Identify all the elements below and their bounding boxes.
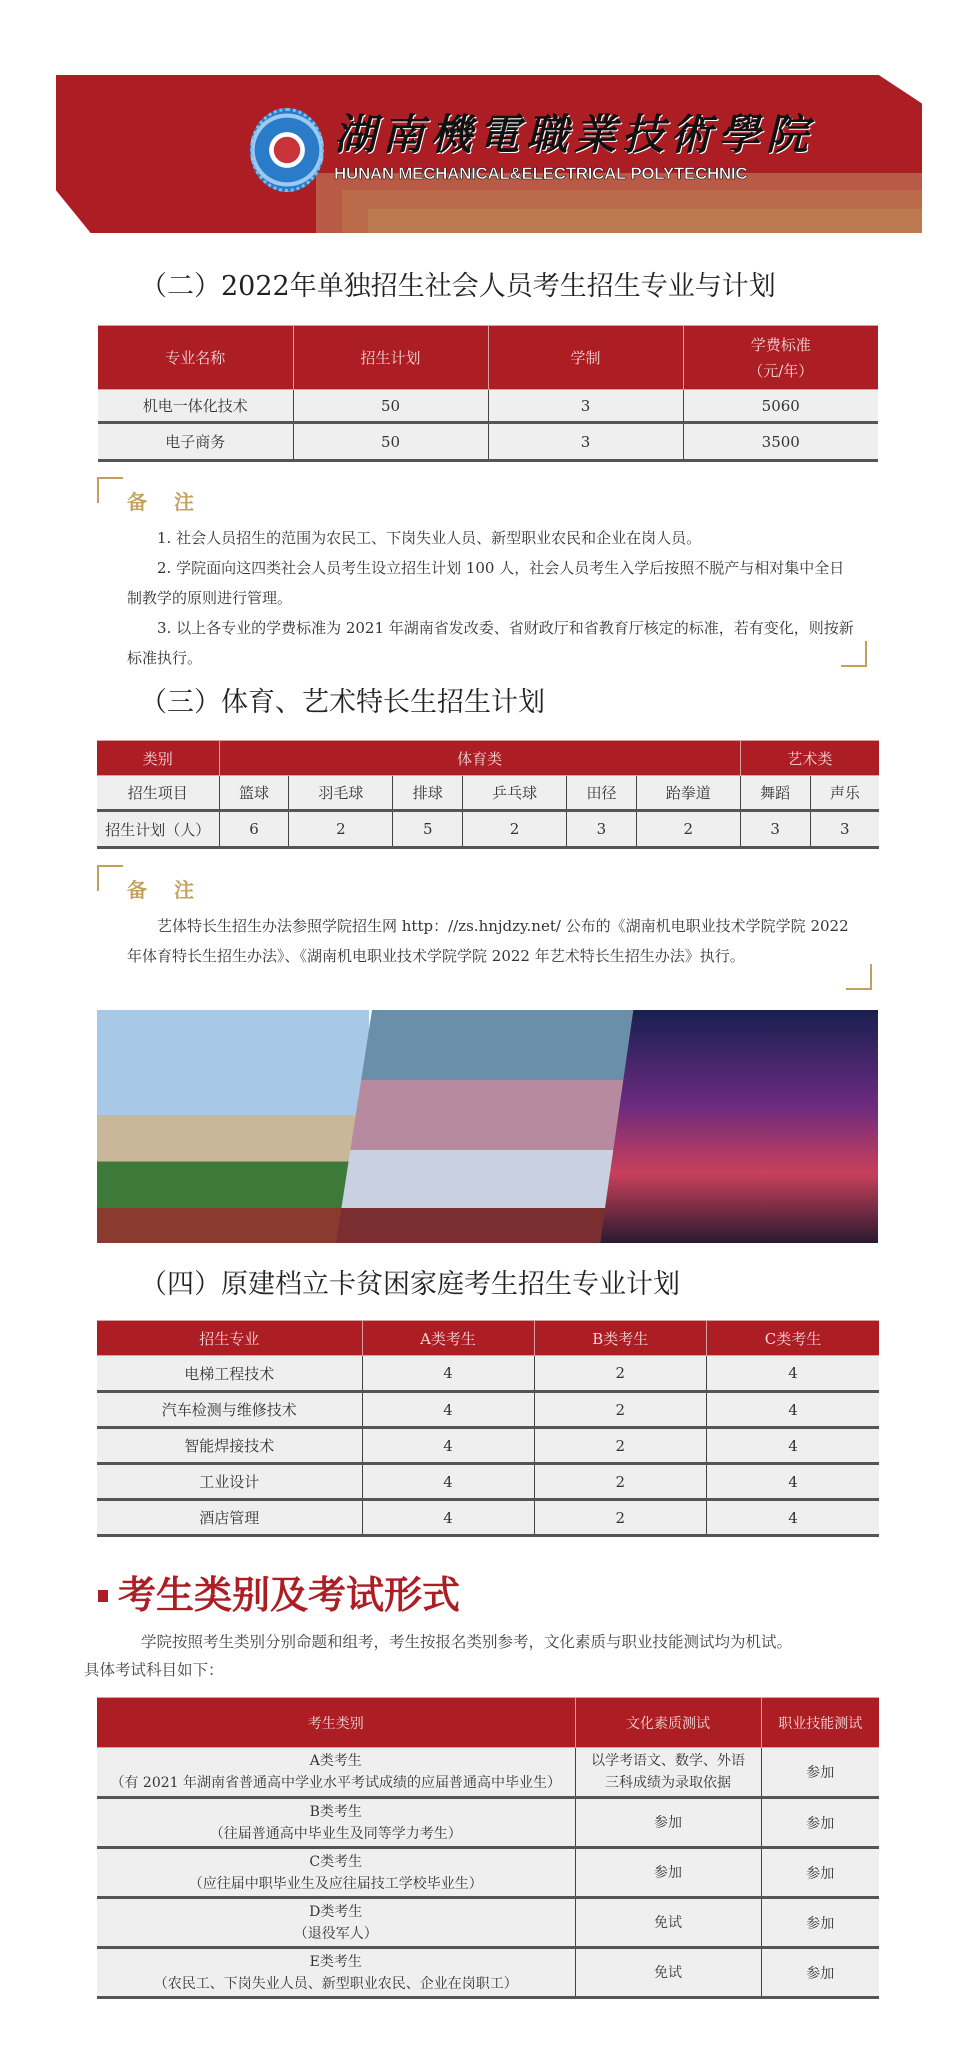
table-cell: 4 xyxy=(707,1428,879,1464)
exam-type: A类考生 xyxy=(309,1753,362,1769)
table-cell: 3 xyxy=(566,811,636,848)
table-cell: 工业设计 xyxy=(97,1464,362,1500)
table-row xyxy=(97,1798,879,1848)
table-cell: 3 xyxy=(740,811,810,848)
school-name-en: HUNAN MECHANICAL&ELECTRICAL POLYTECHNIC xyxy=(334,164,748,183)
table-cell: 4 xyxy=(707,1464,879,1500)
table-cell: 4 xyxy=(707,1392,879,1428)
table-cell: 2 xyxy=(534,1392,707,1428)
table-row xyxy=(97,1748,879,1798)
exam-title: 考生类别及考试形式 xyxy=(118,1573,461,1617)
exam-type: C类考生 xyxy=(309,1853,363,1870)
table-cell: 4 xyxy=(362,1356,534,1392)
school-name-cn: 湖南機電職業技術學院 xyxy=(334,110,815,159)
culture-test: 参加 xyxy=(575,1848,761,1898)
table-cell: 舞蹈 xyxy=(740,776,810,811)
table-row xyxy=(97,1848,879,1898)
culture-test: 免试 xyxy=(575,1948,761,1998)
table-cell: 电梯工程技术 xyxy=(97,1356,362,1392)
table-cell: 酒店管理 xyxy=(97,1500,362,1536)
table-cell: 智能焊接技术 xyxy=(97,1428,362,1464)
photo-high-jump xyxy=(97,1010,369,1243)
table-cell: 声乐 xyxy=(810,776,879,811)
culture-test: 参加 xyxy=(575,1798,761,1848)
table-row xyxy=(97,1948,879,1998)
table-cell: 4 xyxy=(362,1500,534,1536)
exam-type-desc: （往届普通高中毕业生及同等学力考生） xyxy=(209,1825,462,1842)
skill-test: 参加 xyxy=(761,1948,879,1998)
note-box-2: 备 注 艺体特长生招生办法参照学院招生网 http：//zs.hnjdzy.net/ 公布的《湖南机电职业技术学院学院 2022 年体育特长生招生办法》、《湖南机电职业技术学院学院 2022 年艺术特长生招生办法》执行。 xyxy=(97,865,872,990)
table-cell: 2 xyxy=(636,811,740,848)
culture-test: 以学考语文、数学、外语三科成绩为录取依据 xyxy=(575,1748,761,1798)
school-logo-icon xyxy=(250,108,324,192)
table-cell: 4 xyxy=(707,1356,879,1392)
skill-test: 参加 xyxy=(761,1898,879,1948)
section2-table: 专业名称 招生计划 学制 学费标准 （元/年） 机电一体化技术 50 3 5060 电子商务 50 3 3500 xyxy=(98,325,878,462)
table-cell: 招生项目 xyxy=(97,776,219,811)
table-cell: 田径 xyxy=(566,776,636,811)
section3-title: （三）体育、艺术特长生招生计划 xyxy=(140,687,545,718)
table-cell: 4 xyxy=(362,1392,534,1428)
section4-title: （四）原建档立卡贫困家庭考生招生专业计划 xyxy=(140,1269,680,1300)
table-cell: 汽车检测与维修技术 xyxy=(97,1392,362,1428)
exam-type: E类考生 xyxy=(309,1953,362,1970)
table-cell: 2 xyxy=(463,811,567,848)
table-row xyxy=(97,811,879,848)
table-cell: 2 xyxy=(289,811,393,848)
table-cell: 4 xyxy=(362,1428,534,1464)
table-cell: 2 xyxy=(534,1428,707,1464)
section2-title: （二）2022年单独招生社会人员考生招生专业与计划 xyxy=(140,271,776,302)
table-cell: 跆拳道 xyxy=(636,776,740,811)
table-row xyxy=(97,776,879,811)
table-cell: 3 xyxy=(810,811,879,848)
table-cell: 篮球 xyxy=(219,776,289,811)
photo-cheer xyxy=(600,1010,878,1243)
table-cell: 6 xyxy=(219,811,289,848)
exam-intro: 学院按照考生类别分别命题和组考，考生按报名类别参考，文化素质与职业技能测试均为机试。 具体考试科目如下： xyxy=(84,1633,793,1679)
table-cell: 排球 xyxy=(393,776,463,811)
table-cell: 2 xyxy=(534,1356,707,1392)
table-row xyxy=(97,1898,879,1948)
table-cell: 5 xyxy=(393,811,463,848)
skill-test: 参加 xyxy=(761,1798,879,1848)
exam-type-desc: （应往届中职毕业生及应往届技工学校毕业生） xyxy=(188,1875,483,1892)
table-row xyxy=(97,1464,879,1500)
heading-bullet-icon xyxy=(98,1590,108,1602)
exam-type-desc: （退役军人） xyxy=(293,1925,378,1942)
exam-type: D类考生 xyxy=(309,1903,363,1920)
skill-test: 参加 xyxy=(761,1748,879,1798)
exam-type: B类考生 xyxy=(309,1803,362,1820)
table-row xyxy=(97,1500,879,1536)
table-row xyxy=(97,1356,879,1392)
table-cell: 4 xyxy=(707,1500,879,1536)
table-cell: 招生计划（人） xyxy=(97,811,219,848)
exam-table: 考生类别 文化素质测试 职业技能测试 A类考生 （有 2021 年湖南省普通高中学业水平考试成绩的应届普通高中毕业生） 以学考语文、数学、外语三科成绩为录取依据 参加 B类考生 （往届普通高中毕业生及同等学力考生） 参加 参加 C类考生 （应往届中职毕业生及应往届技工学校毕业生） 参加 参加 D类考生 （退役军人） 免试 参加 E类考生 （农民工、下岗失业人员、新型职业农民、企业在岗职工） 免试 参加 xyxy=(97,1697,879,1999)
table-cell: 2 xyxy=(534,1464,707,1500)
table-cell: 4 xyxy=(362,1464,534,1500)
photo-dance xyxy=(336,1010,636,1243)
exam-type-desc: （农民工、下岗失业人员、新型职业农民、企业在岗职工） xyxy=(153,1975,518,1992)
table-row xyxy=(97,1428,879,1464)
section4-table: 招生专业 A类考生 B类考生 C类考生 电梯工程技术 4 2 4 汽车检测与维修技术 4 2 4 智能焊接技术 4 2 4 工业设计 4 2 4 酒店管理 4 2 4 xyxy=(97,1320,879,1537)
table-row xyxy=(97,1392,879,1428)
table-row: 机电一体化技术 50 3 5060 xyxy=(98,390,878,423)
note-box-1: 备 注 1. 社会人员招生的范围为农民工、下岗失业人员、新型职业农民和企业在岗人员。 2. 学院面向这四类社会人员考生设立招生计划 100 人，社会人员考生入学后按照不脱产与相对集中全日制教学的原则进行管理。 3. 以上各专业的学费标准为 2021 年湖南省发改委、省财政厅和省教育厅核定的标准，若有变化，则按新标准执行。 xyxy=(97,477,867,667)
table-cell: 羽毛球 xyxy=(289,776,393,811)
table-row: 电子商务 50 3 3500 xyxy=(98,423,878,461)
table-cell: 2 xyxy=(534,1500,707,1536)
skill-test: 参加 xyxy=(761,1848,879,1898)
exam-type-desc: （有 2021 年湖南省普通高中学业水平考试成绩的应届普通高中毕业生） xyxy=(110,1775,562,1791)
culture-test: 免试 xyxy=(575,1898,761,1948)
section3-table: 类别 体育类 艺术类 招生项目 篮球 羽毛球 排球 乒乓球 田径 跆拳道 舞蹈 声乐 招生计划（人） 6 2 5 2 3 2 3 3 xyxy=(97,740,879,849)
table-cell: 乒乓球 xyxy=(463,776,567,811)
